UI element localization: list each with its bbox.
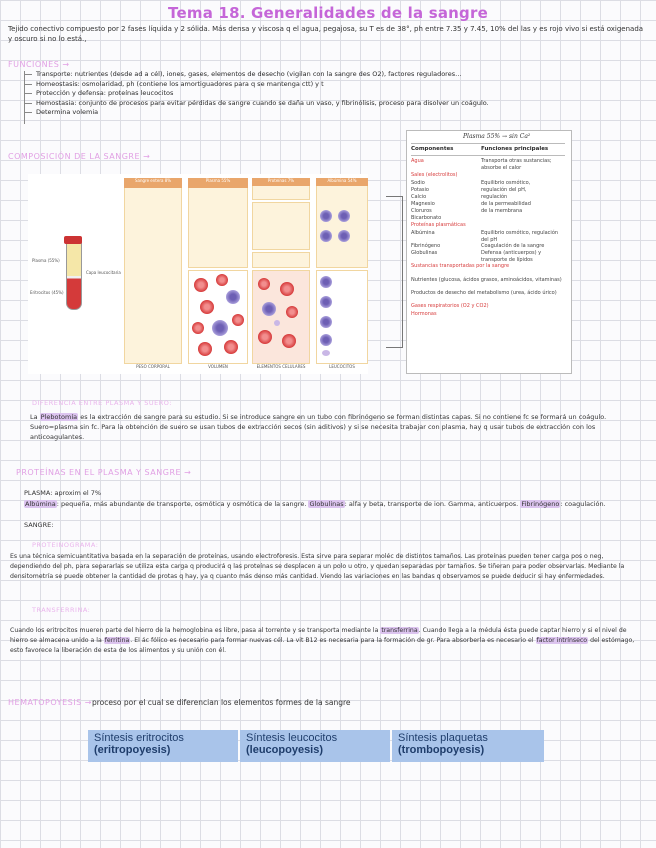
plasma-label: PLASMA: aproxim el 7% — [24, 489, 102, 497]
albumina-text: : pequeña, más abundante de transporte, osmótica y osmótica de la sangre. — [56, 500, 307, 508]
funciones-heading: FUNCIONES → — [8, 60, 70, 69]
funcion-item-transporte: Transporte: nutrientes (desde ad a cél), iones, gases, elementos de desecho (vigilan con la sangre des O2), factores reguladores… — [32, 70, 632, 80]
table-row-function: regulación — [481, 194, 508, 200]
transferrina-heading: TRANSFERRINA: — [32, 606, 91, 614]
synthesis-plaquetas-line1: Síntesis plaquetas — [398, 732, 488, 744]
wbc — [320, 276, 332, 288]
synthesis-box-plaquetas — [392, 730, 544, 762]
proteinas-heading: PROTEÍNAS EN EL PLASMA Y SANGRE → — [16, 468, 192, 477]
funcion-item-hemostasia: Hemostasia: conjunto de procesos para evitar pérdidas de sangre cuando se daña un vaso, y fibrinólisis, proceso para disolver un coágulo. — [32, 99, 632, 109]
table-row-component: Nutrientes (glucosa, ácidos grasos, aminoácidos, vitaminas) — [411, 277, 562, 283]
tube-cap — [64, 236, 82, 244]
intro-text: Tejido conectivo compuesto por 2 fases líquida y 2 sólida. Más densa y viscosa q el agua, pegajosa, su T es de 38°, ph entre 7.35 y 7.45, 10% del las y es rojo vivo si está oxigenada y oscuro si no lo está., — [8, 25, 644, 43]
synthesis-leucocitos-line2: (leucopoyesis) — [246, 744, 324, 756]
table-row-component: Albúmina — [411, 230, 435, 236]
plasma-components-table — [406, 130, 572, 374]
wbc — [338, 210, 350, 222]
table-handnote: Plasma 55% → sin Ca² — [463, 133, 531, 140]
page-title: Tema 18. Generalidades de la sangre — [168, 4, 488, 22]
transferrina-end: del estómago, esto favorece la liberación de esta de los alimentos y su unión con él. — [10, 637, 635, 654]
caption-elementos: ELEMENTOS CELULARES — [256, 364, 306, 369]
column-plasma-header: Plasma 55% — [188, 178, 248, 188]
table-row-component: Productos de desecho del metabolismo (urea, ácido úrico) — [411, 290, 557, 296]
rbc — [258, 330, 272, 344]
proteinas-line — [24, 499, 644, 509]
synthesis-plaquetas-line2: (trombopoyesis) — [398, 744, 485, 756]
table-row-component: Calcio — [411, 194, 427, 200]
table-row-component: Cloruros — [411, 208, 432, 214]
rbc — [200, 300, 214, 314]
wbc — [320, 296, 332, 308]
synthesis-box-leucocitos — [240, 730, 390, 762]
rbc — [280, 282, 294, 296]
sangre-label: SANGRE: — [24, 521, 54, 529]
wbc — [226, 290, 240, 304]
test-tube — [66, 242, 82, 310]
transferrina-text — [10, 626, 640, 656]
funcion-item-proteccion: Protección y defensa: proteínas leucocitos — [32, 89, 632, 99]
table-rule — [411, 155, 565, 156]
rbc — [198, 342, 212, 356]
table-row-function: Coagulación de la sangre — [481, 243, 545, 249]
table-row-component: Sodio — [411, 180, 425, 186]
flebotomia-highlight: Plebotomía — [40, 413, 78, 421]
diferencia-text — [30, 412, 620, 442]
table-row-component: Hormonas — [411, 311, 437, 317]
table-row-component: Gases respiratorios (O2 y CO2) — [411, 303, 489, 309]
diferencia-heading: DIFERENCIA ENTRE PLASMA Y SUERO: — [32, 399, 172, 407]
transferrina-mid: . Cuando llega a la médula ésta puede captar hierro y si el nivel de hierro se almacena unido a la — [10, 627, 627, 644]
diferencia-post: es la extracción de sangre para su estudio. Si se introduce sangre en un tubo con fibrinógeno se forman distintas capas. Si no contiene fc se formará un coágulo. Suero=plasma sin fc. Para la obtención de suero se usan tubos de extracción secos (sin aditivos) y si se necesita trabajar con plasma, hay q usar tubos de extracción con los anticoagulantes. — [30, 413, 607, 441]
table-row-component: Agua — [411, 158, 424, 164]
table-row-component: Proteínas plasmáticas — [411, 222, 466, 228]
caption-peso: PESO CORPORAL — [136, 364, 170, 369]
synthesis-eritrocitos-line2: (eritropoyesis) — [94, 744, 171, 756]
table-row-function: Defensa (anticuerpos) y transporte de lípidos — [481, 250, 542, 263]
factor-intrinseco-highlight: factor intrínseco — [536, 637, 588, 644]
caption-leucocitos: LEUCOCITOS — [329, 364, 355, 369]
tube-label-rbc: Eritrocitos (45%) — [30, 290, 64, 295]
tube-label-plasma: Plasma (55%) — [32, 258, 60, 263]
platelet — [274, 320, 280, 326]
rbc — [192, 322, 204, 334]
wbc — [262, 302, 276, 316]
synthesis-eritrocitos-line1: Síntesis eritrocitos — [94, 732, 184, 744]
funcion-item-volemia: Determina volemia — [32, 108, 632, 118]
hematopoyesis-heading: HEMATOPOYESIS → — [8, 698, 92, 707]
fibrinogeno-text: : coagulación. — [560, 500, 606, 508]
wbc — [338, 230, 350, 242]
table-row-component: Fibrinógeno — [411, 243, 441, 249]
connector-bracket — [386, 196, 403, 348]
table-row-component: Globulinas — [411, 250, 438, 256]
table-row-function: de la membrana — [481, 208, 523, 214]
table-row-function: de la permeabilidad — [481, 201, 531, 207]
rbc — [232, 314, 244, 326]
wbc — [320, 334, 332, 346]
table-row-function: Equilibrio osmótico, regulación del pH — [481, 230, 559, 243]
rbc — [224, 340, 238, 354]
column-solutes-header: Albúmina 54% — [316, 178, 368, 186]
table-row-component: Bicarbonato — [411, 215, 442, 221]
synthesis-box-eritrocitos — [88, 730, 238, 762]
funciones-bracket — [24, 71, 25, 124]
wbc — [320, 316, 332, 328]
table-header-function: Funciones principales — [481, 146, 549, 152]
ferritina-highlight: ferritina — [104, 637, 130, 644]
column-plasma — [188, 178, 248, 268]
synthesis-leucocitos-line1: Síntesis leucocitos — [246, 732, 338, 744]
column-solutes — [316, 178, 368, 268]
fibrinogeno-highlight: Fibrinógeno — [521, 500, 560, 508]
wbc — [320, 210, 332, 222]
caption-volumen: VOLUMEN — [208, 364, 228, 369]
column-water — [252, 202, 310, 250]
rbc — [216, 274, 228, 286]
table-row-component: Sustancias transportadas por la sangre — [411, 263, 510, 269]
proteinograma-text: Es una técnica semicuantitativa basada en la separación de proteínas, usando electroforesis. Esta sirve para separar moléc de distintos tamaños. Las proteínas pueden tener carga pos o neg, dependiendo del ph, para separarlas se utiliza esta carga q producirá q las proteínas se desplacen a un polo u otro, y quedan separadas por tamaños. Se tiñeran para poder observarlas. Mediante la densitometría se puede obtener la cantidad de protas q hay, ya q cuanto más denso más cantidad. Viendo las variaciones en las bandas q observamos se puede deducir si hay enfermedades. — [10, 553, 625, 580]
transferrina-pre: Cuando los eritrocitos mueren parte del hierro de la hemoglobina es libre, pasa al torrente y se transporta mediante la — [10, 627, 381, 634]
funcion-item-homeostasis: Homeostasis: osmolaridad, ph (contiene los amortiguadores para q se mantenga ctt) y t — [32, 80, 632, 90]
proteinograma-heading: PROTEINOGRAMA: — [32, 541, 99, 549]
rbc — [282, 334, 296, 348]
column-peso — [124, 178, 182, 364]
column-other — [252, 252, 310, 268]
diferencia-pre: La — [30, 413, 40, 421]
globulinas-highlight: Globulinas — [309, 500, 344, 508]
hematopoyesis-text: proceso por el cual se diferencian los elementos formes de la sangre — [92, 698, 351, 707]
table-header-component: Componentes — [411, 146, 454, 152]
globulinas-text: : alfa y beta, transporte de ion. Gamma, anticuerpos. — [344, 500, 519, 508]
table-row-component: Potasio — [411, 187, 429, 193]
wbc — [320, 230, 332, 242]
composicion-heading: COMPOSICIÓN DE LA SANGRE → — [8, 152, 151, 161]
table-row-function: Equilibrio osmótico, — [481, 180, 531, 186]
funciones-list — [32, 70, 632, 118]
transferrina-highlight: transferrina — [381, 627, 418, 634]
rbc — [258, 278, 270, 290]
column-proteins-header: Proteínas 7% — [252, 178, 310, 186]
wbc — [212, 320, 228, 336]
table-row-component: Sales (electrolitos) — [411, 172, 458, 178]
column-peso-header: Sangre entera 8% — [124, 178, 182, 188]
table-rule — [411, 143, 565, 144]
transferrina-post: . El ác fólico es necesario para formar nuevas cél. La vit B12 es necesaria para la formación de gr. Para absorberla es necesario el — [130, 637, 536, 644]
table-row-component: Magnesio — [411, 201, 435, 207]
table-row-function: Transporta otras sustancias; absorbe el calor — [481, 158, 552, 171]
rbc — [286, 306, 298, 318]
tube-label-buffy: Capa leucocitaria — [86, 270, 121, 275]
platelet — [322, 350, 330, 356]
table-row-function: regulación del pH, — [481, 187, 527, 193]
albumina-highlight: Albúmina — [25, 500, 56, 508]
rbc — [194, 278, 208, 292]
blood-composition-figure — [28, 174, 368, 374]
